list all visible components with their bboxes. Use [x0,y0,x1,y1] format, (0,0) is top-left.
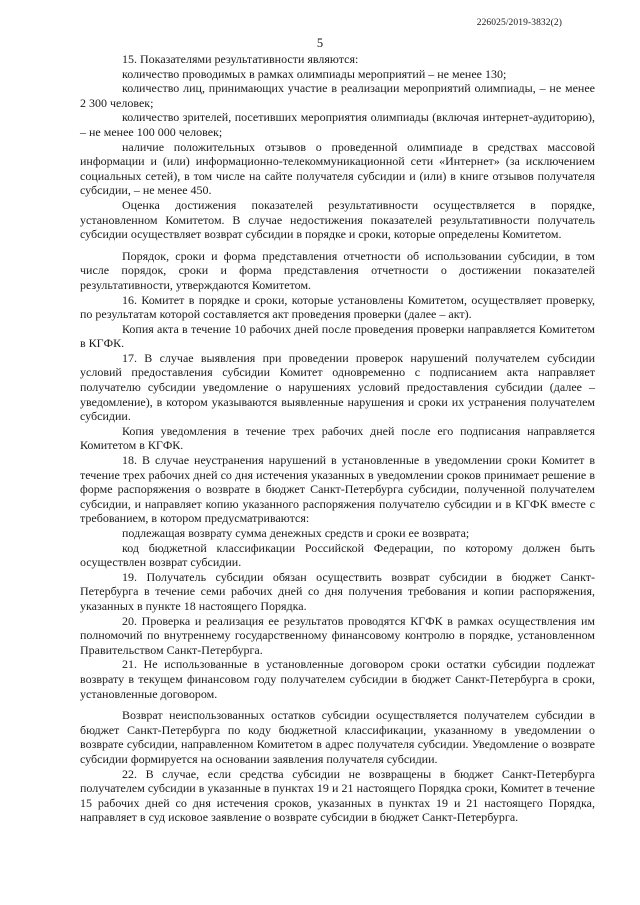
paragraph: 18. В случае неустранения нарушений в установленные в уведомлении сроки Комитет в течение трех рабочих дней со дня истечения указанных в уведомлении сроков принимает решение в форме распоряжения о возврате в бюджет Санкт-Петербурга субсидии, полученной получателем субсидии, и направляет копию указанного распоряжения получателю субсидии и в КГФК вместе с требованием, в котором предусматриваются: [80,453,595,526]
paragraph: количество зрителей, посетивших мероприятия олимпиады (включая интернет-аудиторию), – не менее 100 000 человек; [80,110,595,139]
paragraph: подлежащая возврату сумма денежных средств и сроки ее возврата; [122,526,470,540]
paragraph: 16. Комитет в порядке и сроки, которые установлены Комитетом, осуществляет проверку, по результатам которой составляется акт проведения проверки (далее – акт). [80,292,595,322]
paragraph: количество проводимых в рамках олимпиады мероприятий – не менее 130; [122,66,507,81]
paragraph: Оценка достижения показателей результативности осуществляется в порядке, установленном Комитетом. В случае недостижения показателей результативности получатель субсидии осуществляет возврат субсидии в порядке и сроки, которые определены Комитетом. [80,197,595,242]
paragraph: Копия уведомления в течение трех рабочих дней после его подписания направляется Комитетом в КГФК. [80,423,595,453]
paragraph: наличие положительных отзывов о проведенной олимпиаде в средствах массовой информации и (или) информационно-телекоммуникационной сети «Интернет» (за исключением социальных сетей), в том числе на сайте получателя субсидии и (или) в книге отзывов получателя субсидии, – не менее 450. [80,139,595,198]
paragraph: код бюджетной классификации Российской Федерации, по которому должен быть осуществлен возврат субсидии. [80,540,595,570]
document-body [80,52,595,825]
paragraph: Порядок, сроки и форма представления отчетности об использовании субсидии, в том числе порядок, сроки и форма представления отчетности о достижении показателей результативности, утверждаются Комитетом. [80,248,595,292]
paragraph: 21. Не использованные в установленные договором сроки остатки субсидии подлежат возврату в текущем финансовом году получателем субсидии в бюджет Санкт-Петербурга в сроки, установленные договором. [80,657,595,701]
paragraph: 15. Показателями результативности являются: [122,52,359,66]
paragraph: 19. Получатель субсидии обязан осуществить возврат субсидии в бюджет Санкт-Петербурга в течение семи рабочих дней со дня получения требования и копии распоряжения, указанных в пункте 18 настоящего Порядка. [80,569,595,613]
paragraph: количество лиц, принимающих участие в реализации мероприятий олимпиады, – не менее 2 300 человек; [80,81,595,110]
document-id: 226025/2019-3832(2) [476,18,562,28]
paragraph: 20. Проверка и реализация ее результатов проводятся КГФК в рамках осуществления им полномочий по внутреннему государственному финансовому контролю в порядке, установленном Правительством Санкт-Петербурга. [80,613,595,657]
paragraph: 22. В случае, если средства субсидии не возвращены в бюджет Санкт-Петербурга получателем субсидии в указанные в пунктах 19 и 21 настоящего Порядка сроки, Комитет в течение 15 рабочих дней со дня истечения сроков, указанных в пунктах 19 и 21 настоящего Порядка, направляет в суд исковое заявление о возврате субсидии в бюджет Санкт-Петербурга. [80,766,595,825]
paragraph: Возврат неиспользованных остатков субсидии осуществляется получателем субсидии в бюджет Санкт-Петербурга по коду бюджетной классификации, указанному в уведомлении о возврате субсидии, направленном Комитетом в адрес получателя субсидии. Уведомление о возврате субсидии формируется на основании заявления получателя субсидии. [80,708,595,766]
page-number: 5 [316,36,324,50]
paragraph: Копия акта в течение 10 рабочих дней после проведения проверки направляется Комитетом в КГФК. [80,321,595,351]
paragraph: 17. В случае выявления при проведении проверок нарушений получателем субсидии условий предоставления субсидии Комитет одновременно с подписанием акта направляет получателю субсидии уведомление о нарушениях условий предоставления субсидии (далее – уведомление), в котором указываются выявленные нарушения и сроки их устранения получателем субсидии. [80,350,595,424]
